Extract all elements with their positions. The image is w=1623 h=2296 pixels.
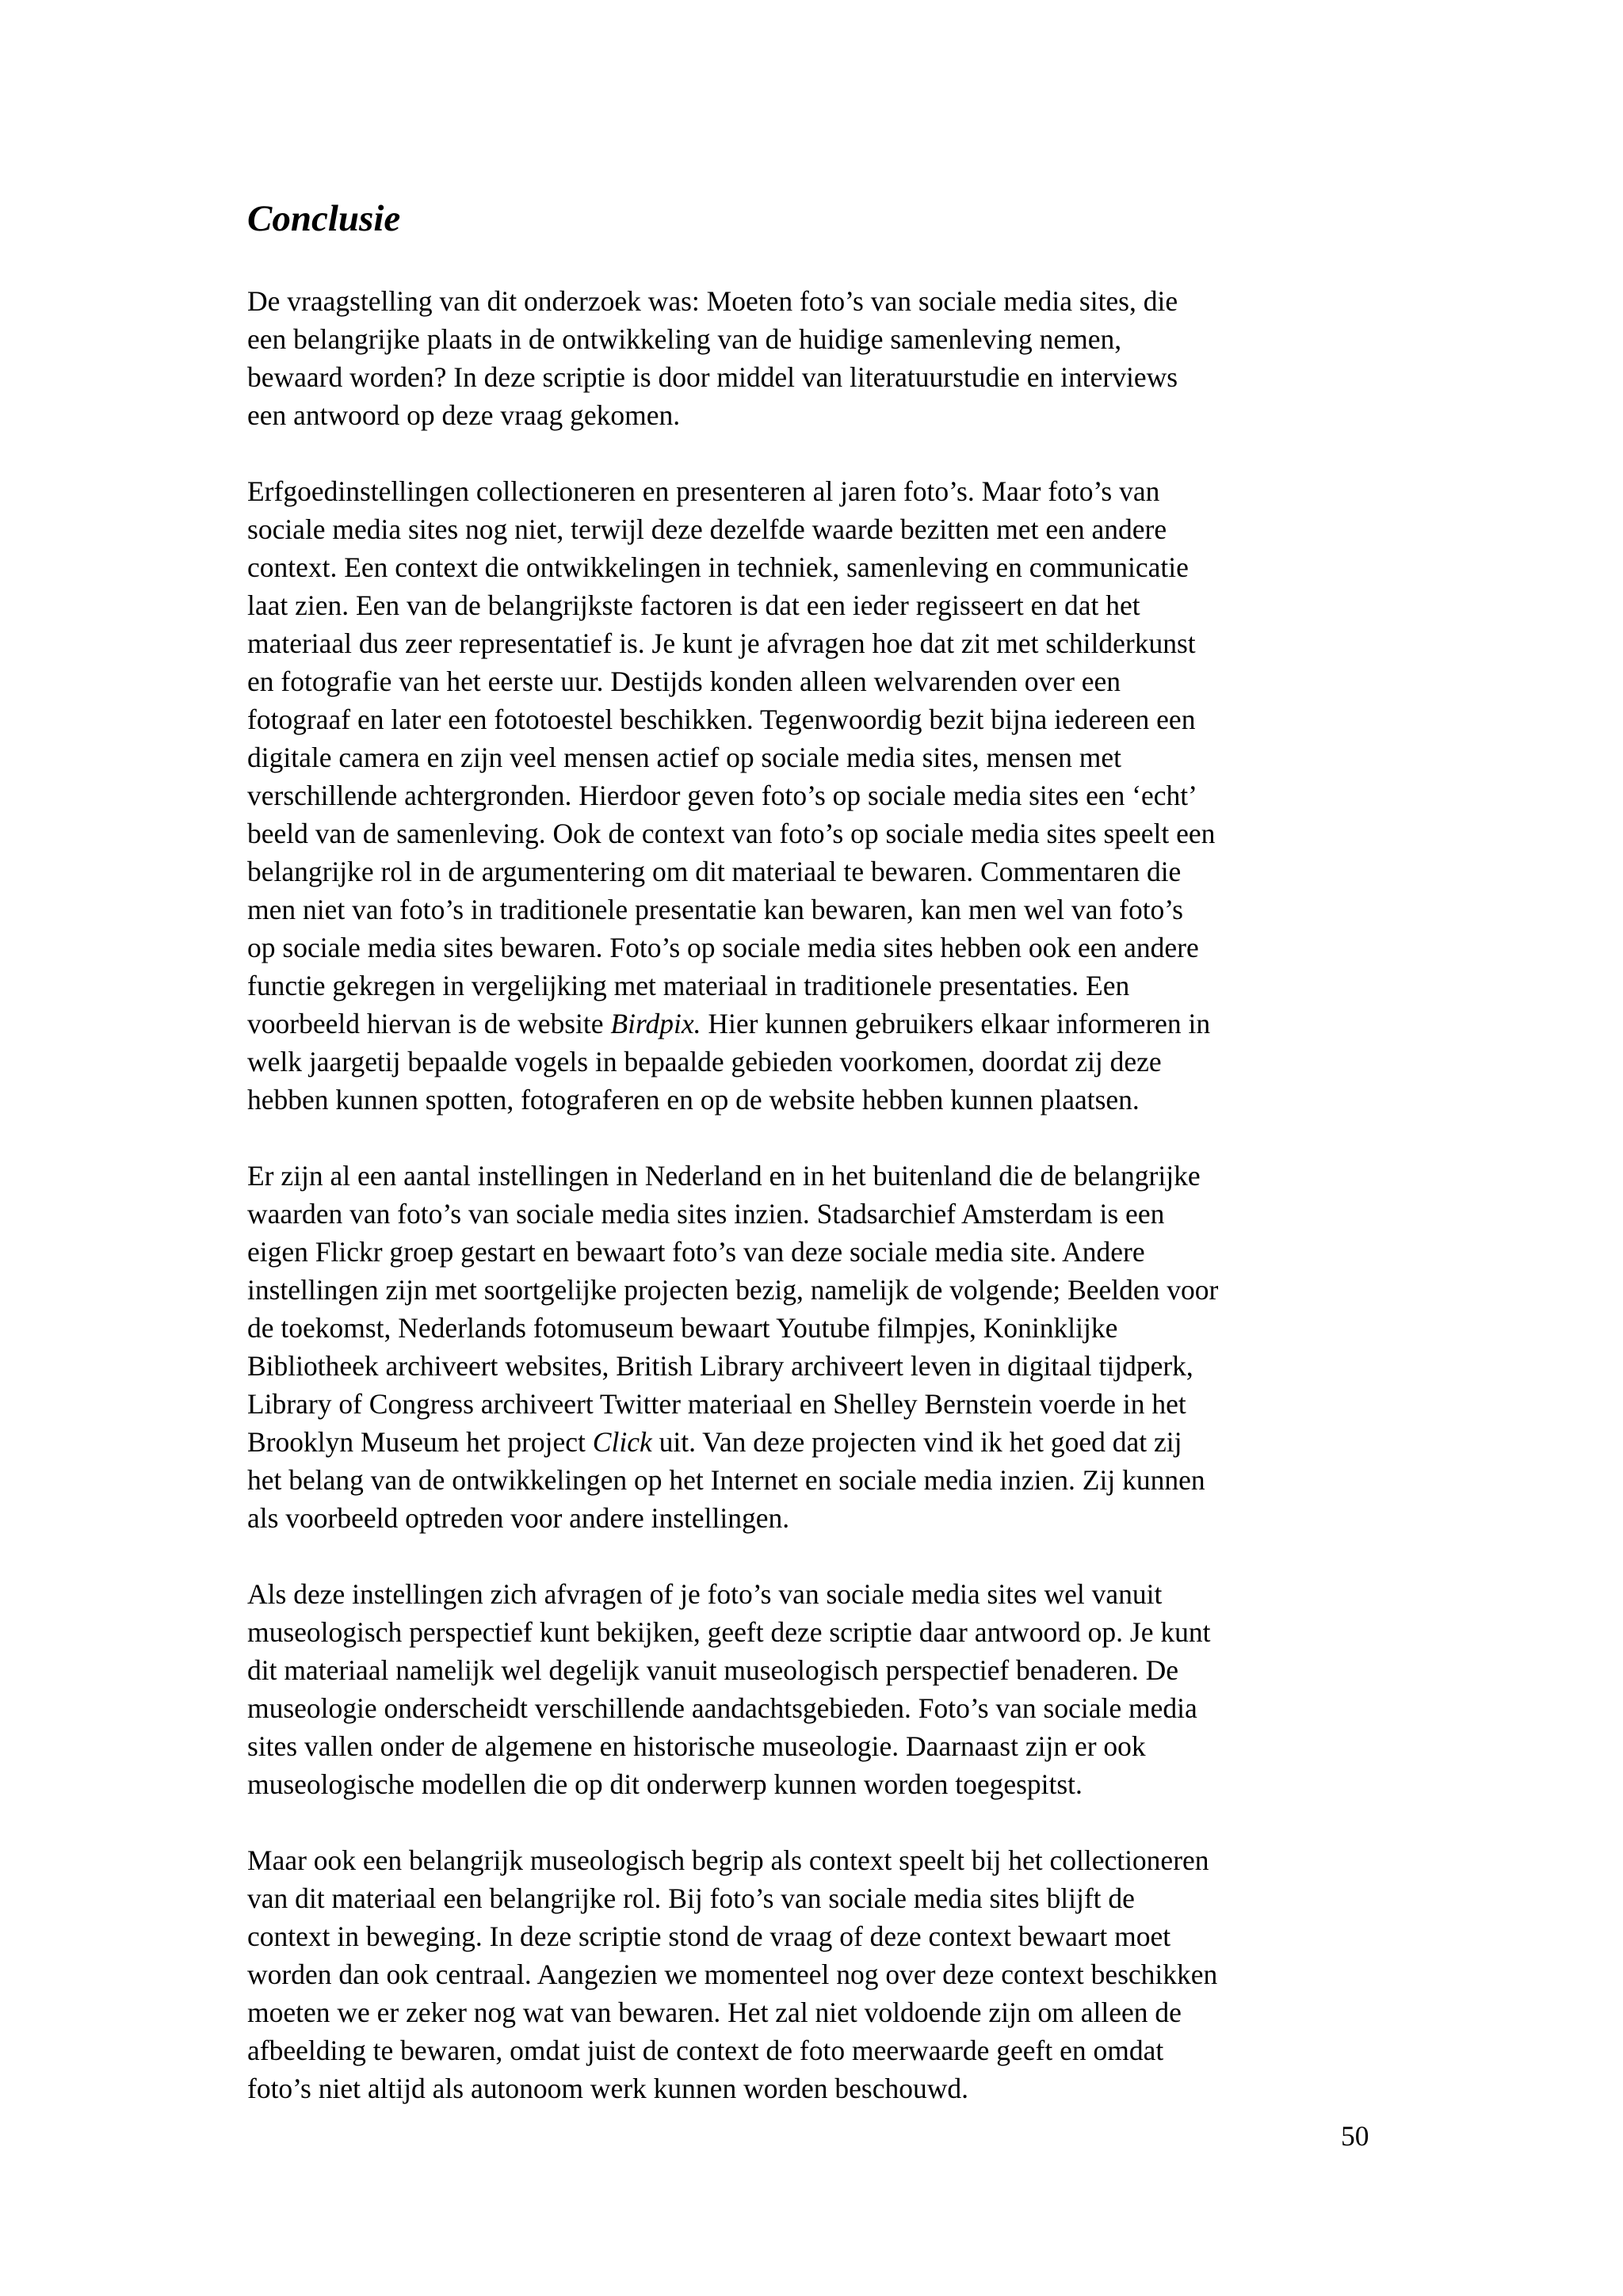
text-line xyxy=(247,1081,1388,1119)
text-run: Library of Congress archiveert Twitter materiaal en Shelley Bernstein voerde in het xyxy=(247,1388,1186,1421)
text-line xyxy=(247,1841,1388,1879)
text-line xyxy=(247,738,1388,776)
text-line xyxy=(247,1917,1388,1955)
text-line xyxy=(247,814,1388,852)
text-line xyxy=(247,929,1388,967)
text-run: foto’s niet altijd als autonoom werk kunnen worden beschouwd. xyxy=(247,2073,968,2105)
text-run: en fotografie van het eerste uur. Destijds konden alleen welvarenden over een xyxy=(247,666,1121,698)
text-run: moeten we er zeker nog wat van bewaren. Het zal niet voldoende zijn om alleen de xyxy=(247,1997,1182,2029)
text-line xyxy=(247,624,1388,662)
text-run: als voorbeeld optreden voor andere instellingen. xyxy=(247,1502,790,1535)
text-run: welk jaargetij bepaalde vogels in bepaalde gebieden voorkomen, doordat zij deze xyxy=(247,1046,1162,1078)
text-run: waarden van foto’s van sociale media sites inzien. Stadsarchief Amsterdam is een xyxy=(247,1198,1165,1230)
text-line xyxy=(247,1043,1388,1081)
text-run: sites vallen onder de algemene en historische museologie. Daarnaast zijn er ook xyxy=(247,1730,1146,1763)
text-line xyxy=(247,1689,1388,1727)
text-run: context. Een context die ontwikkelingen in techniek, samenleving en communicatie xyxy=(247,551,1189,584)
text-line xyxy=(247,967,1388,1005)
text-line xyxy=(247,358,1388,396)
text-run: Er zijn al een aantal instellingen in Nederland en in het buitenland die de belangrijke xyxy=(247,1160,1201,1192)
text-line xyxy=(247,2069,1388,2107)
text-run: van dit materiaal een belangrijke rol. Bij foto’s van sociale media sites blijft de xyxy=(247,1882,1135,1915)
text-line xyxy=(247,1385,1388,1423)
text-line xyxy=(247,1727,1388,1765)
text-line xyxy=(247,1499,1388,1537)
text-run: Brooklyn Museum het project xyxy=(247,1426,593,1459)
text-run: context in beweging. In deze scriptie stond de vraag of deze context bewaart moet xyxy=(247,1920,1171,1953)
text-run: Hier kunnen gebruikers elkaar informeren in xyxy=(701,1008,1211,1040)
text-line xyxy=(247,472,1388,510)
italic-title: Birdpix. xyxy=(610,1008,701,1040)
text-line xyxy=(247,1955,1388,1993)
text-run: verschillende achtergronden. Hierdoor geven foto’s op sociale media sites een ‘echt’ xyxy=(247,780,1197,812)
text-line xyxy=(247,1233,1388,1271)
text-line xyxy=(247,1461,1388,1499)
text-run: De vraagstelling van dit onderzoek was: Moeten foto’s van sociale media sites, die xyxy=(247,285,1178,318)
text-run: beeld van de samenleving. Ook de context van foto’s op sociale media sites speelt een xyxy=(247,818,1216,850)
text-run: museologische modellen die op dit onderwerp kunnen worden toegespitst. xyxy=(247,1768,1083,1801)
text-line xyxy=(247,1993,1388,2031)
document-page xyxy=(247,196,1388,2145)
text-line xyxy=(247,1423,1388,1461)
text-run: afbeelding te bewaren, omdat juist de context de foto meerwaarde geeft en omdat xyxy=(247,2035,1164,2067)
body-text xyxy=(247,282,1388,2107)
text-run: op sociale media sites bewaren. Foto’s op sociale media sites hebben ook een andere xyxy=(247,932,1199,964)
text-line xyxy=(247,282,1388,320)
text-line xyxy=(247,1005,1388,1043)
text-run: hebben kunnen spotten, fotograferen en op de website hebben kunnen plaatsen. xyxy=(247,1084,1140,1116)
italic-title: Click xyxy=(592,1426,652,1459)
paragraph xyxy=(247,1841,1388,2107)
text-line xyxy=(247,1765,1388,1803)
text-run: de toekomst, Nederlands fotomuseum bewaart Youtube filmpjes, Koninklijke xyxy=(247,1312,1118,1344)
page-number: 50 xyxy=(1341,2120,1369,2152)
text-line xyxy=(247,548,1388,586)
text-run: museologisch perspectief kunt bekijken, geeft deze scriptie daar antwoord op. Je kunt xyxy=(247,1616,1211,1649)
text-run: sociale media sites nog niet, terwijl deze dezelfde waarde bezitten met een andere xyxy=(247,513,1167,546)
text-line xyxy=(247,776,1388,814)
text-run: functie gekregen in vergelijking met materiaal in traditionele presentaties. Een xyxy=(247,970,1130,1002)
text-line xyxy=(247,891,1388,929)
text-run: dit materiaal namelijk wel degelijk vanuit museologisch perspectief benaderen. De xyxy=(247,1654,1179,1687)
paragraph xyxy=(247,1575,1388,1803)
text-line xyxy=(247,1309,1388,1347)
text-run: een belangrijke plaats in de ontwikkeling van de huidige samenleving nemen, xyxy=(247,323,1122,356)
text-line xyxy=(247,852,1388,891)
text-line xyxy=(247,700,1388,738)
text-run: fotograaf en later een fototoestel beschikken. Tegenwoordig bezit bijna iedereen een xyxy=(247,704,1196,736)
text-run: een antwoord op deze vraag gekomen. xyxy=(247,399,681,432)
text-run: materiaal dus zeer representatief is. Je kunt je afvragen hoe dat zit met schilderkunst xyxy=(247,627,1196,660)
text-line xyxy=(247,1271,1388,1309)
text-run: worden dan ook centraal. Aangezien we momenteel nog over deze context beschikken xyxy=(247,1958,1218,1991)
text-run: Bibliotheek archiveert websites, British Library archiveert leven in digitaal tijdperk, xyxy=(247,1350,1193,1383)
text-line xyxy=(247,1157,1388,1195)
text-run: belangrijke rol in de argumentering om dit materiaal te bewaren. Commentaren die xyxy=(247,856,1182,888)
text-run: Maar ook een belangrijk museologisch begrip als context speelt bij het collectioneren xyxy=(247,1844,1209,1877)
text-line xyxy=(247,510,1388,548)
text-run: Als deze instellingen zich afvragen of je foto’s van sociale media sites wel vanuit xyxy=(247,1578,1163,1611)
text-run: uit. Van deze projecten vind ik het goed dat zij xyxy=(651,1426,1182,1459)
text-line xyxy=(247,1347,1388,1385)
text-run: eigen Flickr groep gestart en bewaart foto’s van deze sociale media site. Andere xyxy=(247,1236,1145,1268)
text-run: instellingen zijn met soortgelijke projecten bezig, namelijk de volgende; Beelden voor xyxy=(247,1274,1219,1306)
text-run: Erfgoedinstellingen collectioneren en presenteren al jaren foto’s. Maar foto’s van xyxy=(247,475,1160,508)
text-line xyxy=(247,1613,1388,1651)
text-line xyxy=(247,1575,1388,1613)
text-line xyxy=(247,1195,1388,1233)
text-line xyxy=(247,662,1388,700)
text-line xyxy=(247,586,1388,624)
text-run: voorbeeld hiervan is de website xyxy=(247,1008,611,1040)
text-run: digitale camera en zijn veel mensen actief op sociale media sites, mensen met xyxy=(247,742,1122,774)
paragraph xyxy=(247,472,1388,1119)
text-line xyxy=(247,1879,1388,1917)
text-line xyxy=(247,1651,1388,1689)
section-heading: Conclusie xyxy=(247,198,401,239)
paragraph xyxy=(247,1157,1388,1537)
text-run: het belang van de ontwikkelingen op het Internet en sociale media inzien. Zij kunnen xyxy=(247,1464,1205,1497)
text-run: bewaard worden? In deze scriptie is door middel van literatuurstudie en interviews xyxy=(247,361,1178,394)
paragraph xyxy=(247,282,1388,434)
text-line xyxy=(247,2031,1388,2069)
text-line xyxy=(247,320,1388,358)
text-run: museologie onderscheidt verschillende aandachtsgebieden. Foto’s van sociale media xyxy=(247,1692,1197,1725)
text-line xyxy=(247,396,1388,434)
text-run: laat zien. Een van de belangrijkste factoren is dat een ieder regisseert en dat het xyxy=(247,589,1140,622)
text-run: men niet van foto’s in traditionele presentatie kan bewaren, kan men wel van foto’s xyxy=(247,894,1183,926)
